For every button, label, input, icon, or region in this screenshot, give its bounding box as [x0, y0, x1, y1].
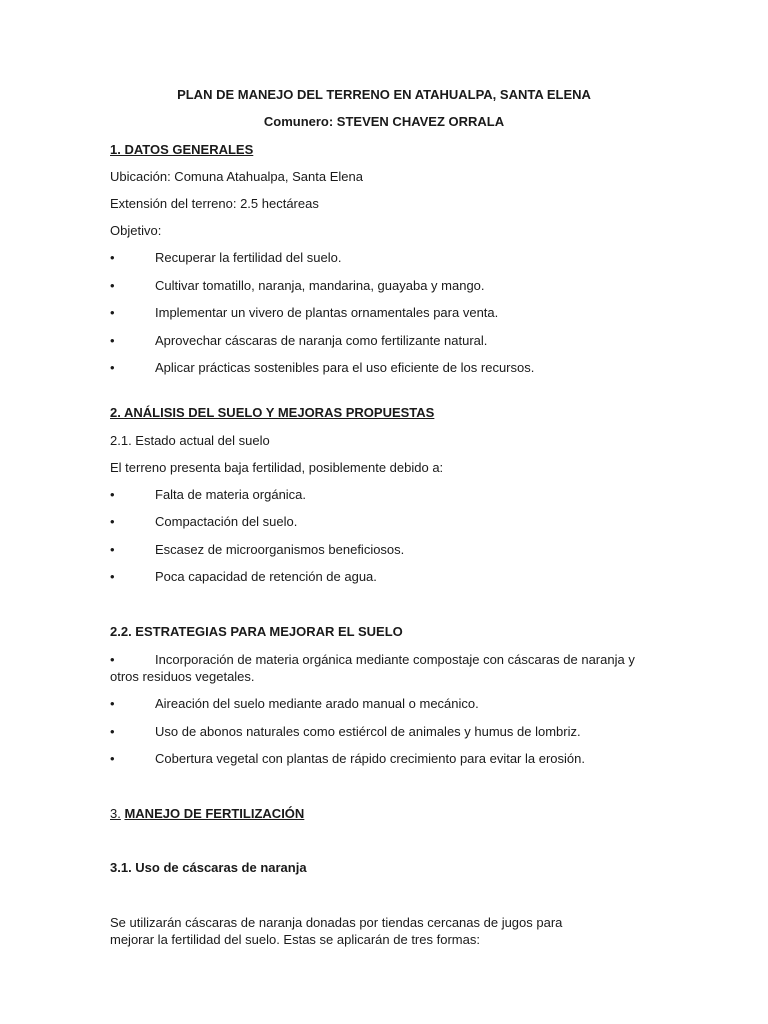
document-title: PLAN DE MANEJO DEL TERRENO EN ATAHUALPA, SANTA ELENA — [177, 87, 591, 102]
location-line: Ubicación: Comuna Atahualpa, Santa Elena — [110, 169, 363, 184]
document-subtitle: Comunero: STEVEN CHAVEZ ORRALA — [263, 114, 505, 129]
soil-issue-item: Falta de materia orgánica. — [155, 487, 307, 502]
objective-item: Aprovechar cáscaras de naranja como fertilizante natural. — [155, 333, 488, 348]
objective-item: Aplicar prácticas sostenibles para el uso eficiente de los recursos. — [155, 360, 535, 375]
bullet-icon: • — [110, 514, 115, 529]
strategy-item: Cobertura vegetal con plantas de rápido crecimiento para evitar la erosión. — [155, 751, 585, 766]
section-2-heading: 2. ANÁLISIS DEL SUELO Y MEJORAS PROPUESTAS — [110, 405, 435, 420]
objective-item: Recuperar la fertilidad del suelo. — [155, 250, 342, 265]
bullet-icon: • — [110, 360, 115, 375]
section-3-title: MANEJO DE FERTILIZACIÓN — [124, 806, 305, 821]
objective-item: Cultivar tomatillo, naranja, mandarina, guayaba y mango. — [155, 278, 485, 293]
bullet-icon: • — [110, 278, 115, 293]
subsection-2-1-heading: 2.1. Estado actual del suelo — [110, 433, 270, 448]
subsection-3-1-heading: 3.1. Uso de cáscaras de naranja — [110, 860, 307, 875]
section-1-heading: 1. DATOS GENERALES — [110, 142, 254, 157]
section-3-number: 3. — [110, 806, 121, 821]
bullet-icon: • — [110, 250, 115, 265]
subsection-2-2-heading: 2.2. ESTRATEGIAS PARA MEJORAR EL SUELO — [110, 624, 403, 639]
section-3-heading — [110, 805, 304, 822]
extension-line: Extensión del terreno: 2.5 hectáreas — [110, 196, 319, 211]
bullet-icon: • — [110, 487, 115, 502]
bullet-icon: • — [110, 569, 115, 584]
orange-peel-paragraph: Se utilizarán cáscaras de naranja donadas por tiendas cercanas de jugos para mejorar la fertilidad del suelo. Estas se aplicarán de tres formas: — [110, 915, 563, 947]
soil-issue-item: Escasez de microorganismos beneficiosos. — [155, 542, 405, 557]
bullet-icon: • — [110, 696, 115, 711]
strategy-item: Aireación del suelo mediante arado manual o mecánico. — [155, 696, 479, 711]
strategy-item — [110, 651, 650, 685]
strategy-item-text: Incorporación de materia orgánica mediante compostaje con cáscaras de naranja y otros residuos vegetales. — [110, 652, 635, 684]
bullet-icon: • — [110, 542, 115, 557]
soil-issue-item: Poca capacidad de retención de agua. — [155, 569, 377, 584]
bullet-icon: • — [110, 751, 115, 766]
bullet-icon: • — [110, 305, 115, 320]
objective-item: Implementar un vivero de plantas ornamentales para venta. — [155, 305, 499, 320]
strategy-item: Uso de abonos naturales como estiércol de animales y humus de lombriz. — [155, 724, 581, 739]
soil-intro-text: El terreno presenta baja fertilidad, posiblemente debido a: — [110, 460, 444, 475]
bullet-icon: • — [110, 333, 115, 348]
objective-label: Objetivo: — [110, 223, 162, 238]
bullet-icon: • — [110, 652, 115, 667]
bullet-icon: • — [110, 724, 115, 739]
soil-issue-item: Compactación del suelo. — [155, 514, 298, 529]
